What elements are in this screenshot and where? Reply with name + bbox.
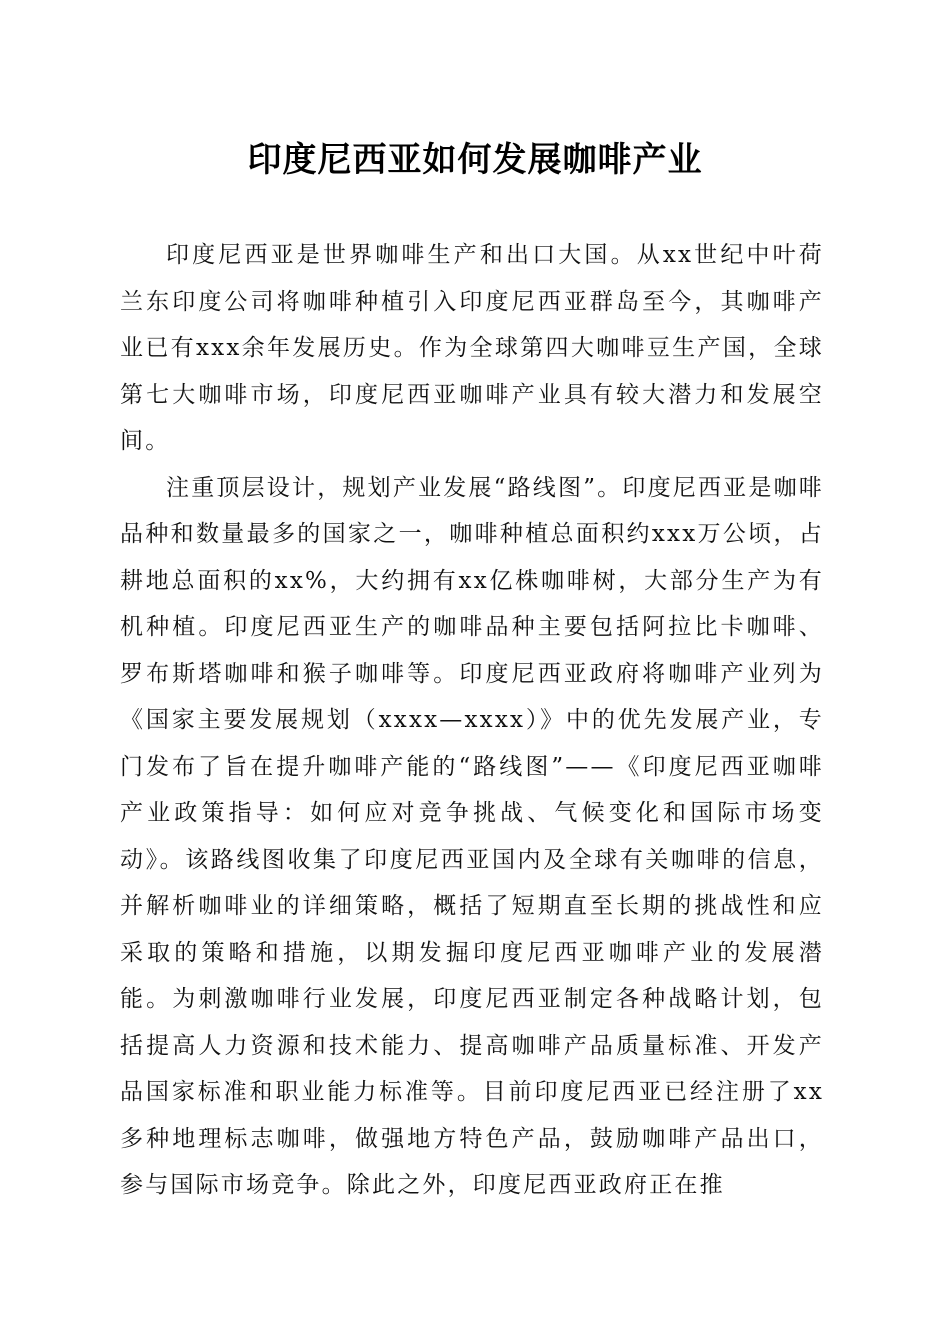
paragraph-intro: 印度尼西亚是世界咖啡生产和出口大国。从xx世纪中叶荷兰东印度公司将咖啡种植引入印度尼西亚群岛至今，其咖啡产业已有xxx余年发展历史。作为全球第四大咖啡豆生产国，全球第七大咖啡市场，印度尼西亚咖啡产业具有较大潜力和发展空间。 <box>120 242 824 454</box>
paragraph-top-level-design: 注重顶层设计，规划产业发展“路线图”。印度尼西亚是咖啡品种和数量最多的国家之一，咖啡种植总面积约xxx万公顷，占耕地总面积的xx%，大约拥有xx亿株咖啡树，大部分生产为有机种植。印度尼西亚生产的咖啡品种主要包括阿拉比卡咖啡、罗布斯塔咖啡和猴子咖啡等。印度尼西亚政府将咖啡产业列为《国家主要发展规划（xxxx—xxxx）》中的优先发展产业，专门发布了旨在提升咖啡产能的“路线图”——《印度尼西亚咖啡产业政策指导：如何应对竞争挑战、气候变化和国际市场变动》。该路线图收集了印度尼西亚国内及全球有关咖啡的信息，并解析咖啡业的详细策略，概括了短期直至长期的挑战性和应采取的策略和措施，以期发掘印度尼西亚咖啡产业的发展潜能。为刺激咖啡行业发展，印度尼西亚制定各种战略计划，包括提高人力资源和技术能力、提高咖啡产品质量标准、开发产品国家标准和职业能力标准等。目前印度尼西亚已经注册了xx多种地理标志咖啡，做强地方特色产品，鼓励咖啡产品出口，参与国际市场竞争。除此之外，印度尼西亚政府正在推 <box>120 474 824 1198</box>
document-body <box>120 232 824 1209</box>
document-title: 印度尼西亚如何发展咖啡产业 <box>247 140 703 180</box>
